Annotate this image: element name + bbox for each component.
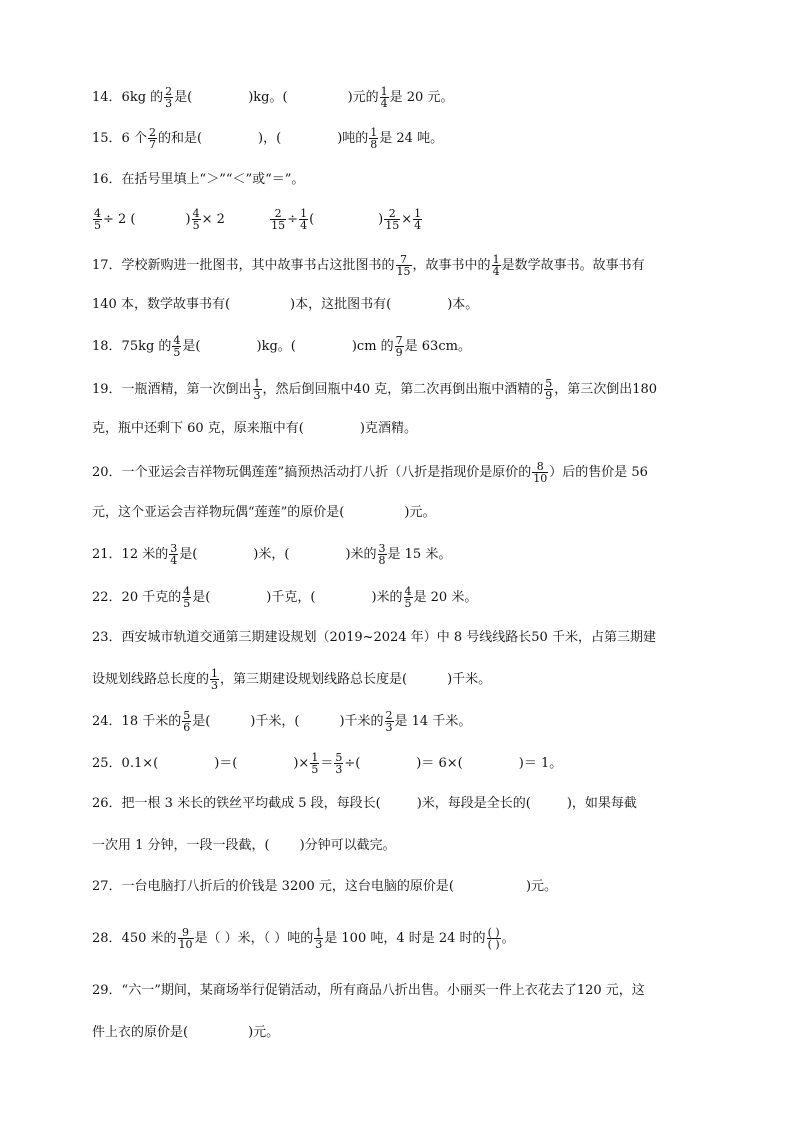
fraction: $\frac{2}{15}$ — [385, 207, 400, 232]
question-15: 15．6 个 $\frac{2}{7}$ 的和是( )，( )吨的 $\frac{1}{8}$ 是 24 吨。 — [92, 126, 444, 151]
fraction: $\frac{2}{15}$ — [271, 207, 286, 232]
question-21: 21．12 米的 $\frac{3}{4}$ 是( )米，( )米的 $\frac{3}{8}$ 是 15 米。 — [92, 542, 452, 567]
question-23: 23．西安城市轨道交通第三期建设规划（2019~2024 年）中 8 号线线路长50 千米，占第三期建 — [92, 630, 656, 645]
question-25: 25．0.1×( )＝( )× $\frac{1}{5}$ ＝ $\frac{5}{3}$ ÷( )＝ 6×( )＝ 1。 — [92, 751, 563, 776]
fraction: $\frac{1}{3}$ — [253, 377, 261, 402]
fraction: $\frac{4}{5}$ — [404, 585, 412, 610]
fraction-blank[interactable]: $\frac{( )}{( )}$ — [487, 926, 500, 951]
fraction: $\frac{5}{3}$ — [335, 751, 343, 776]
fraction: $\frac{4}{5}$ — [183, 585, 191, 610]
fraction: $\frac{1}{4}$ — [380, 85, 388, 110]
fraction: $\frac{4}{5}$ — [94, 207, 101, 232]
fraction: $\frac{1}{4}$ — [414, 207, 422, 232]
question-26: 26．把一根 3 米长的铁丝平均截成 5 段，每段长( )米，每段是全长的( )，如果每截 — [92, 796, 637, 811]
question-19: 19．一瓶酒精，第一次倒出 $\frac{1}{3}$ ，然后倒回瓶中40 克，第二次再倒出瓶中酒精的 $\frac{5}{9}$ ，第三次倒出180 — [92, 377, 658, 402]
fraction: $\frac{8}{10}$ — [533, 460, 548, 485]
question-14: 14．6kg 的 $\frac{2}{3}$ 是( )kg。( )元的 $\frac{1}{4}$ 是 20 元。 — [92, 85, 454, 110]
question-17-line2: 140 本，数学故事书有( )本，这批图书有( )本。 — [92, 297, 479, 312]
fraction: $\frac{1}{4}$ — [492, 253, 500, 278]
fraction: $\frac{3}{8}$ — [378, 542, 386, 567]
question-24: 24．18 千米的 $\frac{5}{6}$ 是( )千米，( )千米的 $\frac{2}{3}$ 是 14 千米。 — [92, 709, 472, 734]
fraction: $\frac{3}{4}$ — [170, 542, 178, 567]
question-26-line2: 一次用 1 分钟，一段一段截，( )分钟可以截完。 — [92, 838, 396, 853]
question-20-line2: 元，这个亚运会吉祥物玩偶“莲莲”的原价是( )元。 — [92, 505, 436, 520]
question-18: 18．75kg 的 $\frac{4}{5}$ 是( )kg。( )cm 的 $\frac{7}{9}$ 是 63cm。 — [92, 334, 471, 359]
question-28: 28．450 米的 $\frac{9}{10}$ 是（ ）米，（ ）吨的 $\frac{1}{3}$ 是 100 吨，4 时是 24 时的 $\frac{( )}{( )}$ 。 — [92, 926, 515, 951]
fraction: $\frac{7}{15}$ — [396, 253, 411, 278]
fraction: $\frac{1}{3}$ — [315, 926, 323, 951]
question-23-line2: 设规划线路总长度的 $\frac{1}{3}$ ，第三期建设规划线路总长度是( )千米。 — [92, 667, 492, 692]
question-19-line2: 克，瓶中还剩下 60 克，原来瓶中有( )克酒精。 — [92, 421, 417, 436]
question-22: 22．20 千克的 $\frac{4}{5}$ 是( )千克，( )米的 $\frac{4}{5}$ 是 20 米。 — [92, 585, 478, 610]
question-20: 20．一个亚运会吉祥物玩偶莲莲”搞预热活动打八折（八折是指现价是原价的 $\frac{8}{10}$ ）后的售价是 56 — [92, 460, 648, 485]
fraction: $\frac{2}{3}$ — [165, 85, 173, 110]
fraction: $\frac{1}{4}$ — [300, 207, 308, 232]
question-16-expressions: $\frac{4}{5}$ ÷ 2 ( ) $\frac{4}{5}$ × 2 $\frac{2}{15}$ ÷ $\frac{1}{4}$ ( ) $\frac{2}{15}$ × $\frac{1}{4}$ — [94, 207, 422, 232]
question-27: 27．一台电脑打八折后的价钱是 3200 元，这台电脑的原价是( )元。 — [92, 879, 558, 894]
fraction: $\frac{5}{6}$ — [183, 709, 191, 734]
fraction: $\frac{5}{9}$ — [545, 377, 553, 402]
question-29-line2: 件上衣的原价是( )元。 — [92, 1025, 280, 1040]
fraction: $\frac{9}{10}$ — [178, 926, 193, 951]
fraction: $\frac{2}{7}$ — [148, 126, 156, 151]
fraction: $\frac{1}{3}$ — [211, 667, 219, 692]
question-29: 29．“六一”期间，某商场举行促销活动，所有商品八折出售。小丽买一件上衣花去了120 元，这 — [92, 983, 645, 998]
fraction: $\frac{2}{3}$ — [385, 709, 393, 734]
fraction: $\frac{4}{5}$ — [173, 334, 181, 359]
question-16-title: 16．在括号里填上“＞”“＜”或“＝”。 — [92, 172, 305, 187]
fraction: $\frac{1}{8}$ — [370, 126, 378, 151]
fraction: $\frac{1}{5}$ — [311, 751, 319, 776]
fraction: $\frac{7}{9}$ — [395, 334, 403, 359]
question-17: 17．学校新购进一批图书，其中故事书占这批图书的 $\frac{7}{15}$ ，故事书中的 $\frac{1}{4}$ 是数学故事书。故事书有 — [92, 253, 645, 278]
fraction: $\frac{4}{5}$ — [192, 207, 200, 232]
